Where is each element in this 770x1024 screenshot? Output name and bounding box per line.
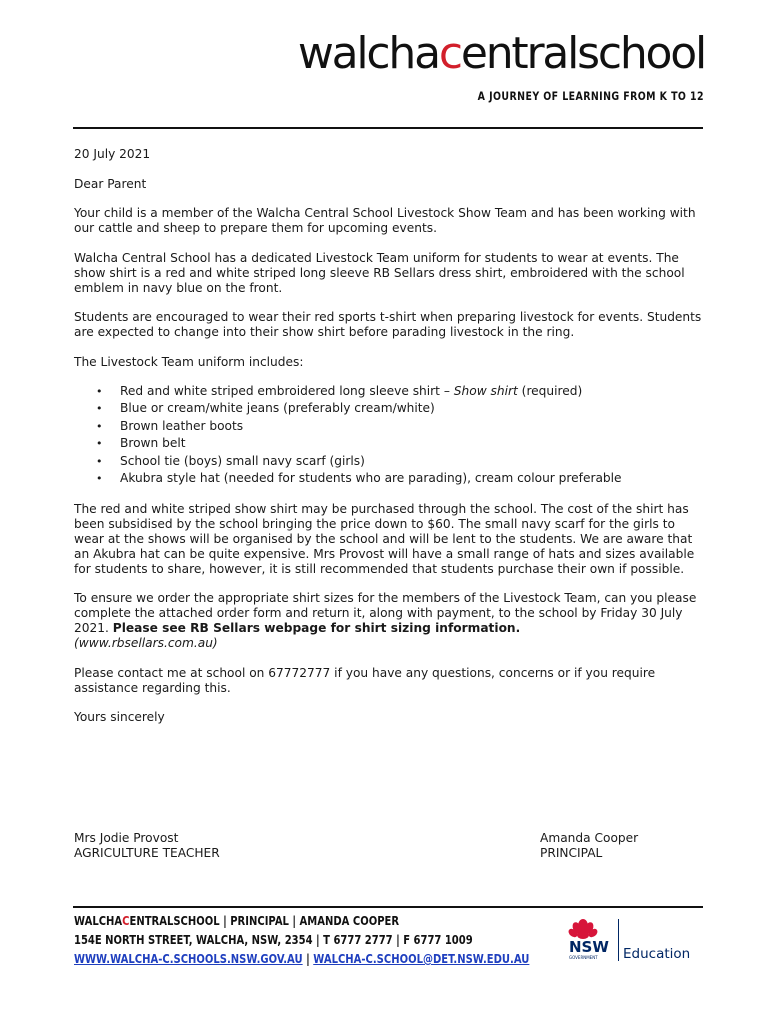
header-divider xyxy=(73,127,703,129)
footer-text: ENTRALSCHOOL | PRINCIPAL | AMANDA COOPER xyxy=(129,913,400,928)
list-item: • Akubra style hat (needed for students who are parading), cream colour preferable xyxy=(74,470,706,488)
government-label: GOVERNMENT xyxy=(569,955,598,960)
letter-salutation: Dear Parent xyxy=(74,176,147,191)
uniform-list xyxy=(74,383,706,488)
footer-accent: C xyxy=(122,913,130,928)
list-item-text: Red and white striped embroidered long sleeve shirt – xyxy=(120,383,454,398)
letter-paragraph-1: Your child is a member of the Walcha Central School Livestock Show Team and has been working with our cattle and sheep to prepare them for upcoming events. xyxy=(74,206,696,235)
list-item xyxy=(74,383,706,401)
letter-date: 20 July 2021 xyxy=(74,147,151,161)
signature-name: Mrs Jodie Provost xyxy=(74,831,179,845)
list-item: • Brown leather boots xyxy=(74,418,706,436)
footer-divider xyxy=(73,906,703,908)
footer-contact xyxy=(74,911,529,968)
uniform-intro: The Livestock Team uniform includes: xyxy=(74,354,304,369)
letter-paragraph-4: The red and white striped show shirt may be purchased through the school. The cost of the shirt has been subsidised by the school bringing the price down to $60. The small navy scarf for the girls to wear at the shows will be organised by the school and will be lent to the students. We are aware that an Akubra hat can be quite expensive. Mrs Provost will have a small range of hats and sizes available for students to share, however, it is still recommended that students purchase their own if possible. xyxy=(74,501,695,576)
school-tagline: A JOURNEY OF LEARNING FROM K TO 12 xyxy=(477,89,704,103)
email-link[interactable]: WALCHA-C.SCHOOL@DET.NSW.EDU.AU xyxy=(313,951,530,966)
rbsellars-link[interactable]: (www.rbsellars.com.au) xyxy=(74,636,218,650)
signature-title: PRINCIPAL xyxy=(540,846,603,860)
letter-paragraph-2: Walcha Central School has a dedicated Livestock Team uniform for students to wear at events. The show shirt is a red and white striped long sleeve RB Sellars dress shirt, embroidered with the school emblem in navy blue on the front. xyxy=(74,250,685,295)
letter-paragraph-5 xyxy=(74,591,706,651)
nsw-wordmark: NSW xyxy=(569,938,609,956)
letter-paragraph-3: Students are encouraged to wear their red sports t-shirt when preparing livestock for events. Students are expected to change into their show shirt before parading livestock in the ring. xyxy=(74,310,702,339)
signature-principal xyxy=(540,831,638,861)
nsw-education-logo xyxy=(568,914,698,966)
logo-text-accent: c xyxy=(438,28,461,79)
sizing-note: Please see RB Sellars webpage for shirt sizing information. xyxy=(112,621,521,635)
footer-line-1 xyxy=(74,911,529,930)
logo-divider xyxy=(618,919,619,961)
letter-paragraph-6: Please contact me at school on 67772777 if you have any questions, concerns or if you require assistance regarding this. xyxy=(74,665,656,695)
footer-line-2: 154E NORTH STREET, WALCHA, NSW, 2354 | T 6777 2777 | F 6777 1009 xyxy=(74,932,473,947)
list-item-italic: Show shirt xyxy=(453,383,518,398)
waratah-icon xyxy=(568,919,599,939)
school-logo xyxy=(298,28,705,79)
list-item-text: (required) xyxy=(517,383,583,398)
letter-closing: Yours sincerely xyxy=(74,710,165,724)
list-item: • Blue or cream/white jeans (preferably cream/white) xyxy=(74,400,706,418)
footer-text: WALCHA xyxy=(74,913,123,928)
signature-teacher xyxy=(74,831,220,861)
signature-name: Amanda Cooper xyxy=(540,831,639,845)
footer-line-3 xyxy=(74,949,529,968)
footer-separator: | xyxy=(302,951,314,966)
letter-body xyxy=(74,147,706,740)
education-label: Education xyxy=(623,946,691,962)
signature-title: AGRICULTURE TEACHER xyxy=(74,846,220,860)
list-item: • School tie (boys) small navy scarf (girls) xyxy=(74,453,706,471)
logo-text-post: entralschool xyxy=(460,28,705,79)
website-link[interactable]: WWW.WALCHA-C.SCHOOLS.NSW.GOV.AU xyxy=(74,951,303,966)
paragraph-5-text: To ensure we order the appropriate shirt sizes for the members of the Livestock Team, can you please complete the attached order form and return it, along with payment, to the school by Friday 30 July 2021. xyxy=(74,591,697,635)
logo-text-pre: walcha xyxy=(297,28,439,79)
list-item: • Brown belt xyxy=(74,435,706,453)
